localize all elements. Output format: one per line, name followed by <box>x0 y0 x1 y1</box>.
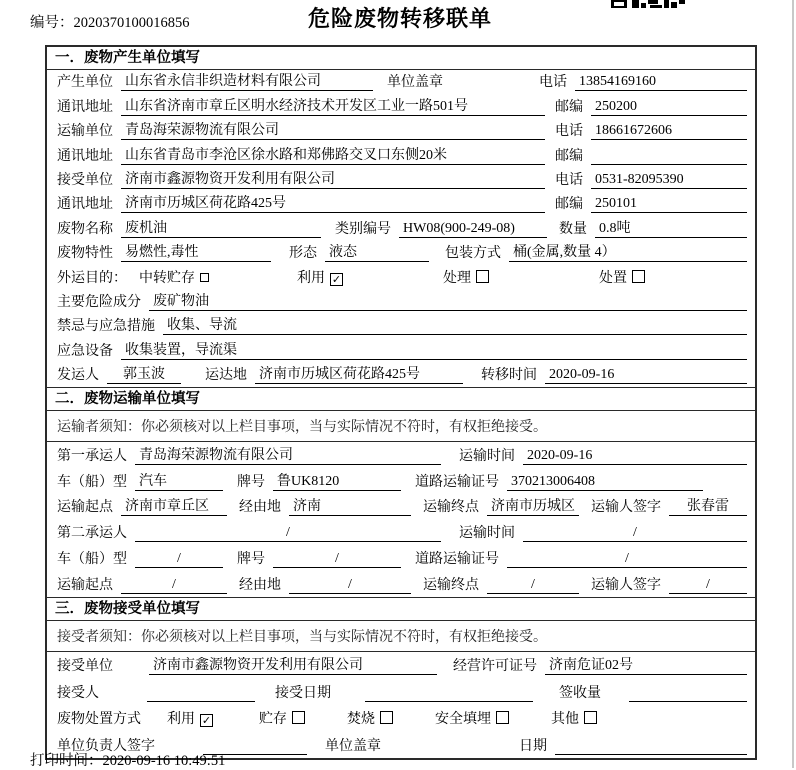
addr3-label: 通讯地址 <box>57 197 113 213</box>
row-first-vehicle <box>47 468 755 494</box>
end1-value: 济南市历城区 <box>487 498 579 516</box>
transporter-label: 运输单位 <box>57 124 113 140</box>
section3-header: 三．废物接受单位填写 <box>47 597 755 621</box>
row-sender <box>47 363 755 387</box>
section-receiver <box>47 597 755 758</box>
row-first-carrier <box>47 442 755 468</box>
addr1-label: 通讯地址 <box>57 99 113 115</box>
row-first-route <box>47 494 755 520</box>
receiver-person-value <box>147 685 255 702</box>
serial-label: 编号： <box>30 15 74 31</box>
producer-label: 产生单位 <box>57 75 113 91</box>
row-transporter <box>47 119 755 143</box>
receive-date-value <box>365 685 533 702</box>
sign2-label: 运输人签字 <box>591 577 661 593</box>
serial-value: 2020370100016856 <box>73 15 190 31</box>
disposal-label: 废物处置方式 <box>57 712 141 728</box>
equipment-value: 收集装置，导流渠 <box>121 342 747 360</box>
origin1-value: 济南市章丘区 <box>121 498 227 516</box>
print-time-value: 2020-09-16 10:49:51 <box>102 753 226 769</box>
receiver-person-label: 接受人 <box>57 685 99 701</box>
sender-value: 郭玉波 <box>107 366 181 384</box>
row-producer-address <box>47 94 755 118</box>
transfer-time-value: 2020-09-16 <box>545 366 747 384</box>
row-receiving-person <box>47 678 755 705</box>
form-value: 液态 <box>325 244 429 262</box>
time2-label: 运输时间 <box>459 526 515 542</box>
disposal-option-landfill: 安全填埋 <box>435 708 509 728</box>
disposal-utilize-checkbox: ✓ <box>201 714 212 728</box>
quantity-value: 0.8吨 <box>595 220 747 238</box>
plate2-label: 牌号 <box>237 552 265 568</box>
end2-value: / <box>487 576 579 594</box>
waste-name-label: 废物名称 <box>57 221 113 237</box>
vehicle1-value: 汽车 <box>135 473 223 491</box>
end1-label: 运输终点 <box>423 500 479 516</box>
zip1-label: 邮编 <box>555 99 583 115</box>
equipment-label: 应急设备 <box>57 343 113 359</box>
section1-header: 一．废物产生单位填写 <box>47 47 755 70</box>
license2-label: 道路运输证号 <box>415 552 499 568</box>
treat-checkbox <box>476 270 489 283</box>
row-second-vehicle <box>47 545 755 571</box>
packaging-value: 桶(金属,数量 4） <box>509 244 747 262</box>
row-purpose <box>47 265 755 289</box>
row-waste-name <box>47 216 755 240</box>
disposal-other-checkbox <box>584 711 597 724</box>
addr2-value: 山东省青岛市李沧区徐水路和郑佛路交叉口东侧20米 <box>121 147 545 165</box>
via2-value: / <box>289 576 411 594</box>
row-receiving-unit <box>47 652 755 679</box>
receiver-notice: 接受者须知：你必须核对以上栏目事项，当与实际情况不符时，有权拒绝接受。 <box>47 621 755 652</box>
manifest-form <box>45 45 757 760</box>
license1-value: 370213006408 <box>507 473 703 491</box>
time2-value: / <box>523 524 747 542</box>
waste-name-value: 废机油 <box>121 220 321 238</box>
disposal-option-incinerate: 焚烧 <box>347 708 393 728</box>
license2-value: / <box>507 550 747 568</box>
phone3-label: 电话 <box>555 172 583 188</box>
receive-date-label: 接受日期 <box>275 685 331 701</box>
utilize-checkbox: ✓ <box>331 272 342 286</box>
qr-code-fragment <box>611 0 685 10</box>
manager-sign-label: 单位负责人签字 <box>57 738 155 754</box>
plate2-value: / <box>273 550 401 568</box>
origin1-label: 运输起点 <box>57 500 113 516</box>
purpose-option-utilize: 利用 ✓ <box>297 270 342 286</box>
zip2-value <box>591 148 747 165</box>
section-transporter <box>47 387 755 597</box>
via1-label: 经由地 <box>239 500 281 516</box>
row-waste-traits <box>47 241 755 265</box>
addr1-value: 山东省济南市章丘区明水经济技术开发区工业一路501号 <box>121 98 545 116</box>
purpose-option-transfer-storage: 中转贮存 <box>139 267 209 287</box>
origin2-value: / <box>121 576 227 594</box>
sender-label: 发运人 <box>57 368 99 384</box>
zip3-value: 250101 <box>591 195 747 213</box>
carrier2-label: 第二承运人 <box>57 526 127 542</box>
emergency-value: 收集、导流 <box>163 317 747 335</box>
transporter-value: 青岛海荣源物流有限公司 <box>121 122 545 140</box>
section2-header: 二．废物运输单位填写 <box>47 387 755 411</box>
dest-value: 济南市历城区荷花路425号 <box>255 366 463 384</box>
zip1-value: 250200 <box>591 98 747 116</box>
row-hazard-components <box>47 290 755 314</box>
page-edge-line <box>792 0 794 768</box>
addr3-value: 济南市历城区荷花路425号 <box>121 195 545 213</box>
vehicle1-label: 车（船）型 <box>57 474 127 490</box>
phone1-value: 13854169160 <box>575 73 747 91</box>
row-disposal-method <box>47 705 755 732</box>
carrier2-value: / <box>135 524 441 542</box>
unit-seal2-label: 单位盖章 <box>325 738 381 754</box>
phone1-label: 电话 <box>539 75 567 91</box>
vehicle2-label: 车（船）型 <box>57 552 127 568</box>
carrier1-label: 第一承运人 <box>57 448 127 464</box>
purpose-option-treat: 处理 <box>443 267 489 287</box>
end2-label: 运输终点 <box>423 577 479 593</box>
form-label: 形态 <box>289 246 317 262</box>
unit-label: 接受单位 <box>57 659 113 675</box>
plate1-label: 牌号 <box>237 474 265 490</box>
traits-value: 易燃性,毒性 <box>121 244 271 262</box>
vehicle2-value: / <box>135 550 223 568</box>
dest-label: 运达地 <box>205 368 247 384</box>
hazard-value: 废矿物油 <box>149 293 747 311</box>
phone3-value: 0531-82095390 <box>591 171 747 189</box>
row-producer <box>47 70 755 94</box>
seal-date-label: 日期 <box>519 738 547 754</box>
serial-number-field <box>30 11 190 32</box>
disposal-landfill-checkbox <box>496 711 509 724</box>
print-time-field <box>30 749 225 770</box>
signed-amount-value <box>629 685 747 702</box>
unit-seal-label: 单位盖章 <box>387 75 443 91</box>
dispose-checkbox <box>632 270 645 283</box>
purpose-label: 外运目的： <box>57 270 127 286</box>
transfer-storage-checkbox <box>200 273 209 282</box>
packaging-label: 包装方式 <box>445 246 501 262</box>
category-label: 类别编号 <box>335 221 391 237</box>
carrier1-value: 青岛海荣源物流有限公司 <box>135 447 441 465</box>
permit-label: 经营许可证号 <box>453 659 537 675</box>
phone2-label: 电话 <box>555 124 583 140</box>
disposal-incinerate-checkbox <box>380 711 393 724</box>
row-second-route <box>47 571 755 597</box>
hazard-label: 主要危险成分 <box>57 294 141 310</box>
plate1-value: 鲁UK8120 <box>273 473 401 491</box>
row-emergency-equipment <box>47 338 755 362</box>
document-title: 危险废物转移联单 <box>307 6 492 31</box>
transporter-notice: 运输者须知：你必须核对以上栏目事项，当与实际情况不符时，有权拒绝接受。 <box>47 411 755 442</box>
signed-amount-label: 签收量 <box>559 685 601 701</box>
emergency-label: 禁忌与应急措施 <box>57 319 155 335</box>
zip3-label: 邮编 <box>555 197 583 213</box>
row-receiver-address <box>47 192 755 216</box>
row-transporter-address <box>47 143 755 167</box>
zip2-label: 邮编 <box>555 148 583 164</box>
via2-label: 经由地 <box>239 577 281 593</box>
addr2-label: 通讯地址 <box>57 148 113 164</box>
time1-value: 2020-09-16 <box>523 447 747 465</box>
seal-date-value <box>555 738 747 755</box>
sign2-value: / <box>669 576 747 594</box>
sign1-label: 运输人签字 <box>591 500 661 516</box>
document-header <box>0 0 796 45</box>
section-producer <box>47 47 755 387</box>
disposal-option-store: 贮存 <box>259 708 305 728</box>
category-value: HW08(900-249-08) <box>399 220 547 238</box>
receiver-value: 济南市鑫源物资开发利用有限公司 <box>121 171 545 189</box>
permit-value: 济南危证02号 <box>545 657 747 675</box>
producer-value: 山东省永信非织造材料有限公司 <box>121 73 373 91</box>
row-receiver <box>47 168 755 192</box>
unit-value: 济南市鑫源物资开发利用有限公司 <box>149 657 437 675</box>
via1-value: 济南 <box>289 498 411 516</box>
quantity-label: 数量 <box>559 221 587 237</box>
receiver-label: 接受单位 <box>57 172 113 188</box>
transfer-time-label: 转移时间 <box>481 368 537 384</box>
time1-label: 运输时间 <box>459 448 515 464</box>
disposal-store-checkbox <box>292 711 305 724</box>
disposal-option-other: 其他 <box>551 708 597 728</box>
sign1-value: 张春雷 <box>669 498 747 516</box>
row-second-carrier <box>47 519 755 545</box>
origin2-label: 运输起点 <box>57 577 113 593</box>
purpose-option-dispose: 处置 <box>599 267 645 287</box>
print-time-label: 打印时间： <box>30 753 103 769</box>
phone2-value: 18661672606 <box>591 122 747 140</box>
license1-label: 道路运输证号 <box>415 474 499 490</box>
disposal-option-utilize: 利用 ✓ <box>167 712 212 728</box>
row-emergency-measures <box>47 314 755 338</box>
traits-label: 废物特性 <box>57 246 113 262</box>
